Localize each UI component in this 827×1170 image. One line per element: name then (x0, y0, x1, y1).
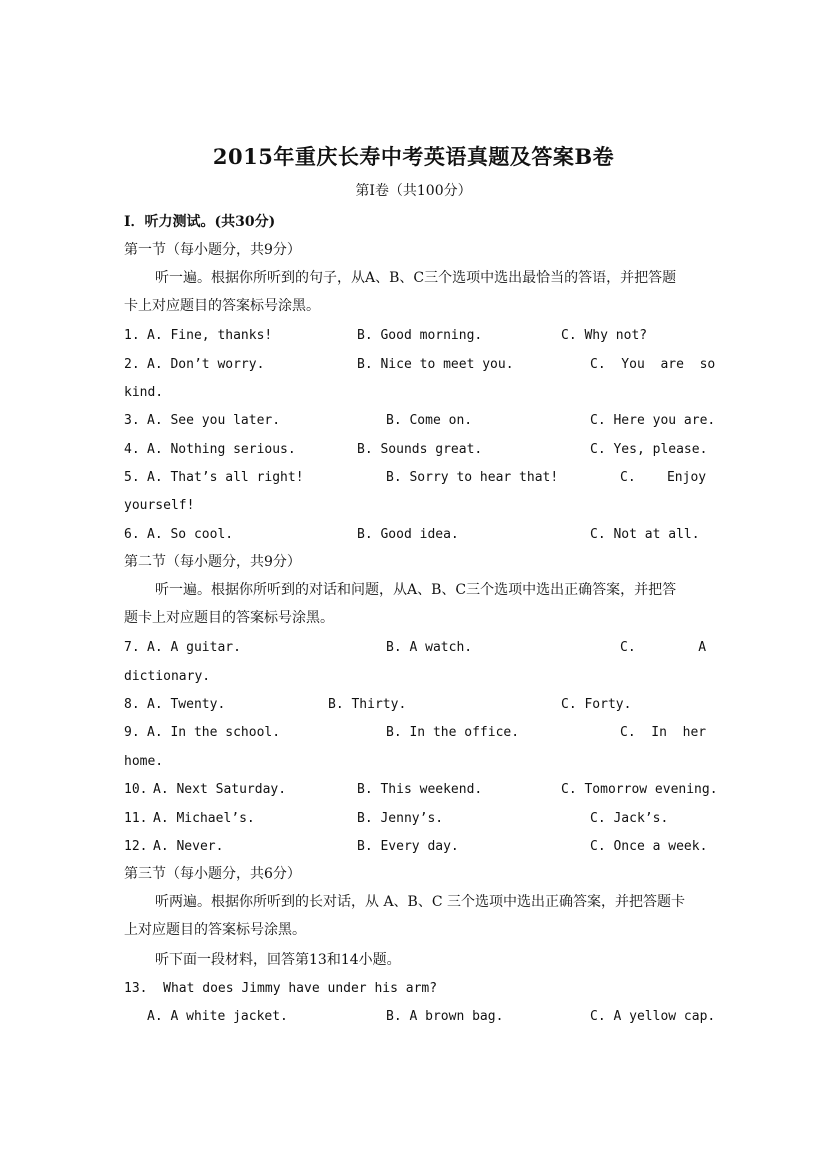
question-stem: 13. What does Jimmy have under his arm? (124, 981, 438, 996)
page-subtitle: 第Ⅰ卷（共100分） (355, 183, 472, 199)
option-c: C. Forty. (561, 697, 632, 712)
option-c: C. You are so (590, 357, 716, 372)
option-b: B. Thirty. (328, 697, 407, 712)
option-b: B. A watch. (386, 640, 473, 655)
option-b: B. Every day. (357, 839, 459, 854)
question-number: 11. (124, 811, 148, 826)
question-number: 5. (124, 470, 140, 485)
section3-instruction-3: 听下面一段材料，回答第13和14小题。 (155, 952, 401, 968)
option-b: B. Good idea. (357, 527, 459, 542)
option-c: C. A (620, 640, 707, 655)
option-a: A. Next Saturday. (153, 782, 287, 797)
section2-instruction-2: 题卡上对应题目的答案标号涂黑。 (124, 610, 334, 626)
question-number: 12. (124, 839, 148, 854)
question-number: 6. (124, 527, 140, 542)
option-b: B. A brown bag. (386, 1009, 504, 1024)
option-c-continued: home. (124, 754, 164, 769)
option-c: C. Yes, please. (590, 442, 708, 457)
option-a: A. A white jacket. (147, 1009, 288, 1024)
option-c: C. Enjoy (620, 470, 707, 485)
option-c-continued: yourself! (124, 498, 195, 513)
option-c: C. In her (620, 725, 707, 740)
option-c: C. Once a week. (590, 839, 708, 854)
option-b: B. In the office. (386, 725, 520, 740)
option-b: B. Come on. (386, 413, 473, 428)
option-a: A. A guitar. (147, 640, 241, 655)
question-number: 3. (124, 413, 140, 428)
section1-instruction-2: 卡上对应题目的答案标号涂黑。 (124, 298, 320, 314)
option-a: A. In the school. (147, 725, 281, 740)
option-a: A. Fine, thanks! (147, 328, 273, 343)
option-b: B. This weekend. (357, 782, 483, 797)
option-a: A. That’s all right! (147, 470, 304, 485)
option-c-continued: dictionary. (124, 669, 211, 684)
section1-instruction-1: 听一遍。根据你所听到的句子，从A、B、C三个选项中选出最恰当的答语，并把答题 (155, 270, 677, 286)
section2-instruction-1: 听一遍。根据你所听到的对话和问题，从A、B、C三个选项中选出正确答案，并把答 (155, 582, 677, 598)
option-a: A. Don’t worry. (147, 357, 265, 372)
option-a: A. Nothing serious. (147, 442, 296, 457)
question-number: 8. (124, 697, 140, 712)
option-c: C. Tomorrow evening. (561, 782, 718, 797)
page-title: 2015年重庆长寿中考英语真题及答案B卷 (212, 144, 615, 169)
section3-heading: 第三节（每小题分，共6分） (124, 866, 301, 882)
question-number: 1. (124, 328, 140, 343)
option-a: A. Twenty. (147, 697, 226, 712)
option-a: A. Never. (153, 839, 224, 854)
section1-heading: 第一节（每小题分，共9分） (124, 242, 301, 258)
section3-instruction-2: 上对应题目的答案标号涂黑。 (124, 922, 306, 938)
option-b: B. Sounds great. (357, 442, 483, 457)
option-b: B. Good morning. (357, 328, 483, 343)
option-a: A. So cool. (147, 527, 234, 542)
option-c: C. Jack’s. (590, 811, 669, 826)
option-b: B. Nice to meet you. (357, 357, 514, 372)
question-number: 10. (124, 782, 148, 797)
section2-heading: 第二节（每小题分，共9分） (124, 554, 301, 570)
option-c: C. Here you are. (590, 413, 716, 428)
option-c: C. Not at all. (590, 527, 700, 542)
option-c: C. A yellow cap. (590, 1009, 716, 1024)
option-a: A. See you later. (147, 413, 281, 428)
option-c: C. Why not? (561, 328, 648, 343)
question-number: 2. (124, 357, 140, 372)
question-number: 9. (124, 725, 140, 740)
section3-instruction-1: 听两遍。根据你所听到的长对话，从 A、B、C 三个选项中选出正确答案，并把答题卡 (155, 894, 686, 910)
question-number: 4. (124, 442, 140, 457)
option-a: A. Michael’s. (153, 811, 255, 826)
option-b: B. Jenny’s. (357, 811, 444, 826)
option-b: B. Sorry to hear that! (386, 470, 559, 485)
option-c-continued: kind. (124, 385, 164, 400)
question-number: 7. (124, 640, 140, 655)
part1-heading: I．听力测试。(共30分) (124, 214, 276, 230)
